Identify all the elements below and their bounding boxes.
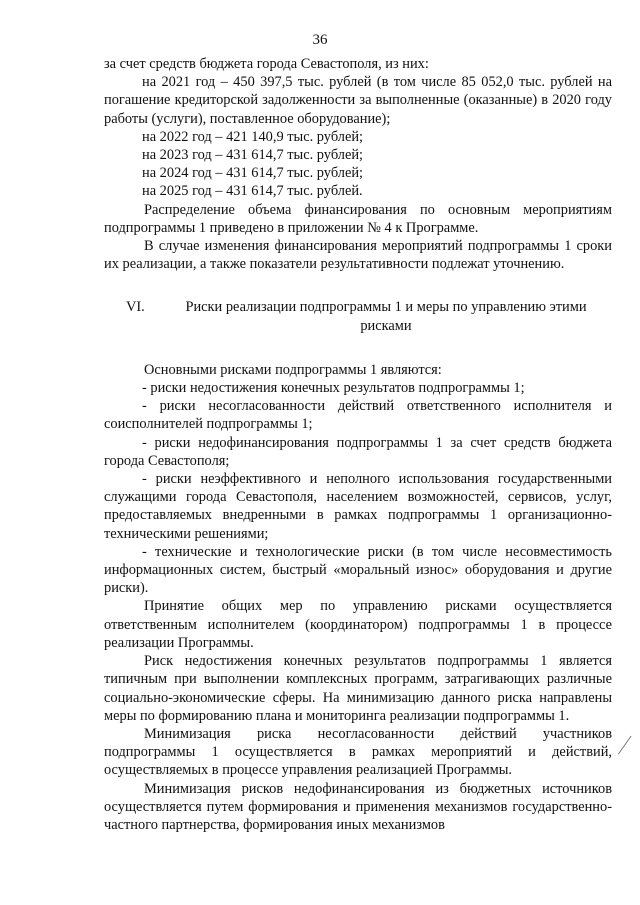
section-number: VI. [126, 299, 145, 316]
paragraph: Принятие общих мер по управлению рисками осуществляется ответственным исполнителем (координатором) подпрограммы 1 в процессе реализации Программы. [104, 598, 612, 651]
paragraph: на 2021 год – 450 397,5 тыс. рублей (в том числе 85 052,0 тыс. рублей на погашение кредиторской задолженности за выполненные (оказанные) в 2020 году работы (услуги), поставленное оборудование); [104, 74, 612, 127]
paragraph: на 2024 год – 431 614,7 тыс. рублей; [142, 165, 364, 182]
paragraph: Минимизация риска несогласованности действий участников подпрограммы 1 осуществляется в рамках мероприятий и действий, осуществляемых в процессе управления реализацией Программы. [104, 725, 612, 779]
section-heading [104, 298, 612, 334]
paragraph: на 2022 год – 421 140,9 тыс. рублей; [142, 128, 364, 145]
section-title: Риски реализации подпрограммы 1 и меры по управлению этими рисками [185, 299, 587, 334]
paragraph: Основными рисками подпрограммы 1 являются: [144, 361, 442, 378]
paragraph: Распределение объема финансирования по основным мероприятиям подпрограммы 1 приведено в приложении № 4 к Программе. [104, 201, 612, 236]
list-item: - риски недофинансирования подпрограммы 1 за счет средств бюджета города Севастополя; [104, 434, 612, 469]
paragraph: на 2023 год – 431 614,7 тыс. рублей; [142, 147, 364, 164]
list-item: - риски неэффективного и неполного использования государственными служащими города Севастополя, населением возможностей, сервисов, услуг, предоставляемых внедренными в рамках подпрограммы 1 организационно-техническими решениями; [104, 471, 612, 542]
paragraph: на 2025 год – 431 614,7 тыс. рублей. [142, 183, 363, 200]
paragraph: Риск недостижения конечных результатов подпрограммы 1 является типичным при выполнении комплексных программ, затрагивающих различные социально-экономические сферы. На минимизацию данного риска направлены меры по формированию плана и мониторинга реализации подпрограммы 1. [104, 653, 612, 724]
list-item: - риски недостижения конечных результатов подпрограммы 1; [142, 380, 525, 397]
paragraph: за счет средств бюджета города Севастополя, из них: [104, 56, 429, 72]
list-item: - риски несогласованности действий ответственного исполнителя и соисполнителей подпрограммы 1; [104, 398, 612, 433]
page-number: 36 [312, 32, 328, 48]
paragraph: В случае изменения финансирования мероприятий подпрограммы 1 сроки их реализации, а также показатели результативности подлежат уточнению. [104, 238, 612, 273]
document-body [104, 55, 612, 834]
scan-mark [618, 736, 640, 763]
list-item: - технические и технологические риски (в том числе несовместимость информационных систем, быстрый «моральный износ» оборудования и другие риски). [104, 543, 612, 597]
paragraph: Минимизация рисков недофинансирования из бюджетных источников осуществляется путем формирования и применения механизмов государственно-частного партнерства, формирования иных механизмов [104, 780, 612, 833]
